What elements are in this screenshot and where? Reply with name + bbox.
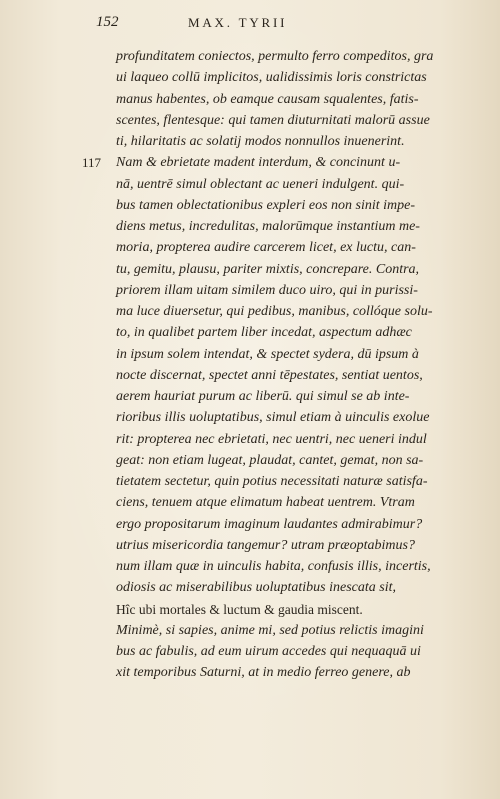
text-line: [116, 237, 460, 258]
line-text: Minimè, si sapies, anime mi, sed potius relictis imagini: [116, 622, 424, 638]
line-text: tietatem sectetur, quin potius necessitati naturæ satisfa-: [116, 474, 428, 489]
text-line: [116, 89, 460, 110]
text-line: [116, 110, 460, 131]
text-line: [116, 492, 460, 513]
line-text: bus tamen oblectationibus expleri eos non sinit impe-: [116, 197, 416, 213]
text-line: [116, 259, 460, 280]
line-text: profunditatem coniectos, permulto ferro compeditos, gra: [116, 49, 434, 64]
line-text: ergo propositarum imaginum laudantes admirabimur?: [116, 516, 423, 532]
text-line: [116, 322, 460, 343]
line-text: tu, gemitu, plausu, pariter mixtis, concrepare. Contra,: [116, 261, 420, 277]
text-line: [116, 174, 460, 195]
text-line: [116, 514, 460, 535]
line-text: bus ac fabulis, ad eum uirum accedes qui nequaquā ui: [116, 644, 421, 659]
marginal-number: 117: [82, 155, 102, 171]
text-line: [116, 386, 460, 407]
text-line: [116, 535, 460, 556]
text-line: [82, 152, 460, 173]
text-line: [116, 280, 460, 301]
text-line: [116, 429, 460, 450]
line-text: ti, hilaritatis ac solatij modos nonnullos inuenerint.: [116, 134, 405, 149]
text-line: [116, 131, 460, 152]
running-title: MAX. TYRII: [188, 15, 288, 30]
line-text: scentes, flentesque: qui tamen diuturnitati malorū assue: [116, 112, 430, 128]
line-text: nocte discernat, spectet anni tēpestates, sentiat uentos,: [116, 367, 423, 383]
verse-line: [116, 599, 460, 620]
text-line: [116, 301, 460, 322]
line-text: diens metus, incredulitas, malorūmque instantium me-: [116, 219, 420, 234]
text-line: [116, 620, 460, 641]
text-line: [116, 577, 460, 598]
line-text: utrius misericordia tangemur? utram præoptabimus?: [116, 537, 415, 553]
line-text: ui laqueo collū implicitos, ualidissimis loris constrictas: [116, 70, 427, 86]
text-line: [116, 471, 460, 492]
line-text: geat: non etiam lugeat, plaudat, cantet, gemat, non sa-: [116, 452, 424, 468]
page-header: [96, 14, 456, 36]
page-number: 152: [96, 14, 119, 30]
text-line: [116, 46, 460, 67]
text-line: [116, 556, 460, 577]
line-text: ciens, tenuem atque elimatum habeat uentrem. Vtram: [116, 495, 415, 511]
text-line: [116, 195, 460, 216]
text-line: [116, 365, 460, 386]
line-text: moria, propterea audire carcerem licet, ex luctu, can-: [116, 240, 416, 256]
line-text: num illam quæ in uinculis habita, confusis illis, incertis,: [116, 559, 431, 574]
text-line: [116, 67, 460, 88]
line-text: aerem hauriat purum ac liberū. qui simul se ab inte-: [116, 389, 410, 404]
line-text: nā, uentrē simul oblectant ac ueneri indulgent. qui-: [116, 176, 405, 192]
line-text: in ipsum solem intendat, & spectet sydera, dū ipsum à: [116, 346, 419, 362]
line-text: manus habentes, ob eamque causam squalentes, fatis-: [116, 91, 419, 107]
text-line: [116, 216, 460, 237]
text-line: [116, 641, 460, 662]
line-text: xit temporibus Saturni, at in medio ferreo genere, ab: [116, 665, 411, 681]
line-text: priorem illam uitam similem duco uiro, qui in purissi-: [116, 282, 418, 298]
text-line: [116, 407, 460, 428]
text-line: [116, 344, 460, 365]
line-text: odiosis ac miserabilibus uoluptatibus inescata sit,: [116, 580, 397, 596]
text-line: [116, 450, 460, 471]
line-text: Hîc ubi mortales & luctum & gaudia miscent.: [116, 601, 363, 617]
line-text: Nam & ebrietate madent interdum, & concinunt u-: [116, 155, 401, 171]
line-text: rioribus illis uoluptatibus, simul etiam à uinculis exolue: [116, 410, 430, 426]
text-line: [116, 662, 460, 683]
body-text: [82, 46, 460, 684]
line-text: rit: propterea nec ebrietati, nec uentri, nec ueneri indul: [116, 431, 427, 447]
line-text: to, in qualibet partem liber incedat, aspectum adhæc: [116, 325, 412, 341]
line-text: ma luce diuersetur, qui pedibus, manibus, collóque solu-: [116, 304, 433, 319]
